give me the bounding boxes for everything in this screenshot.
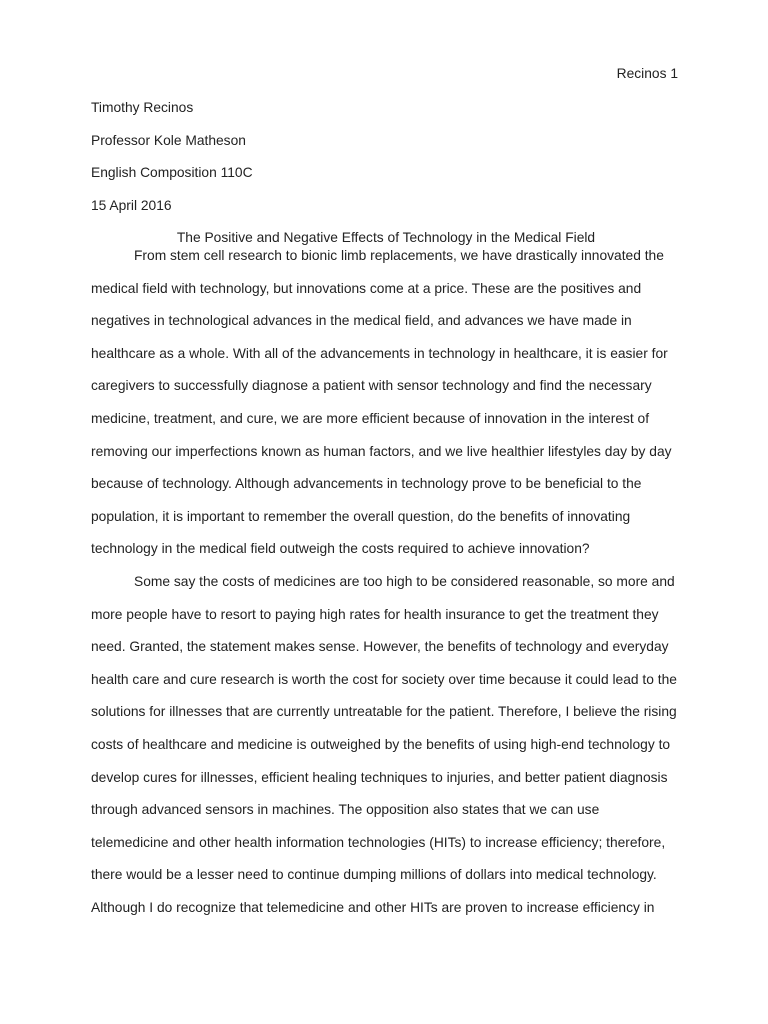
text-line: develop cures for illnesses, efficient healing techniques to injuries, and better patient diagnosis: [91, 769, 668, 785]
text-line: Although I do recognize that telemedicine and other HITs are proven to increase efficiency in: [91, 899, 655, 915]
text-line: technology in the medical field outweigh the costs required to achieve innovation?: [91, 541, 590, 557]
text-line: removing our imperfections known as human factors, and we live healthier lifestyles day by day: [91, 443, 672, 459]
text-line: population, it is important to remember the overall question, do the benefits of innovating: [91, 508, 631, 524]
text-line: solutions for illnesses that are currently untreatable for the patient. Therefore, I believe the rising: [91, 704, 677, 720]
text-line: medical field with technology, but innovations come at a price. These are the positives and: [91, 280, 642, 296]
text-line: need. Granted, the statement makes sense. However, the benefits of technology and everyday: [91, 639, 669, 655]
text-line: through advanced sensors in machines. The opposition also states that we can use: [91, 802, 600, 818]
essay-title: The Positive and Negative Effects of Technology in the Medical Field: [176, 230, 596, 246]
essay-date: 15 April 2016: [91, 197, 172, 213]
text-line: From stem cell research to bionic limb replacements, we have drastically innovated the: [134, 248, 664, 263]
author-name: Timothy Recinos: [91, 100, 194, 115]
text-line: healthcare as a whole. With all of the advancements in technology in healthcare, it is easier for: [91, 345, 668, 361]
paragraph-2: [91, 574, 681, 933]
text-line: health care and cure research is worth the cost for society over time because it could lead to the: [91, 671, 677, 687]
text-line: there would be a lesser need to continue dumping millions of dollars into medical technology.: [91, 867, 657, 883]
text-line: telemedicine and other health information technologies (HITs) to increase efficiency; therefore,: [91, 834, 666, 850]
mla-heading: [91, 92, 681, 255]
essay-body: [91, 248, 681, 932]
text-line: more people have to resort to paying high rates for health insurance to get the treatment they: [91, 606, 659, 622]
paragraph-1: [91, 248, 681, 574]
text-line: costs of healthcare and medicine is outweighed by the benefits of using high-end technology to: [91, 736, 671, 752]
course-name: English Composition 110C: [91, 165, 253, 181]
text-line: negatives in technological advances in the medical field, and advances we have made in: [91, 313, 632, 329]
text-line: because of technology. Although advancements in technology prove to be beneficial to the: [91, 476, 642, 492]
text-line: medicine, treatment, and cure, we are more efficient because of innovation in the interest of: [91, 410, 650, 426]
text-line: Some say the costs of medicines are too high to be considered reasonable, so more and: [134, 573, 675, 589]
professor-name: Professor Kole Matheson: [91, 132, 246, 148]
running-head: Recinos 1: [616, 66, 678, 81]
text-line: caregivers to successfully diagnose a patient with sensor technology and find the necessary: [91, 378, 652, 394]
